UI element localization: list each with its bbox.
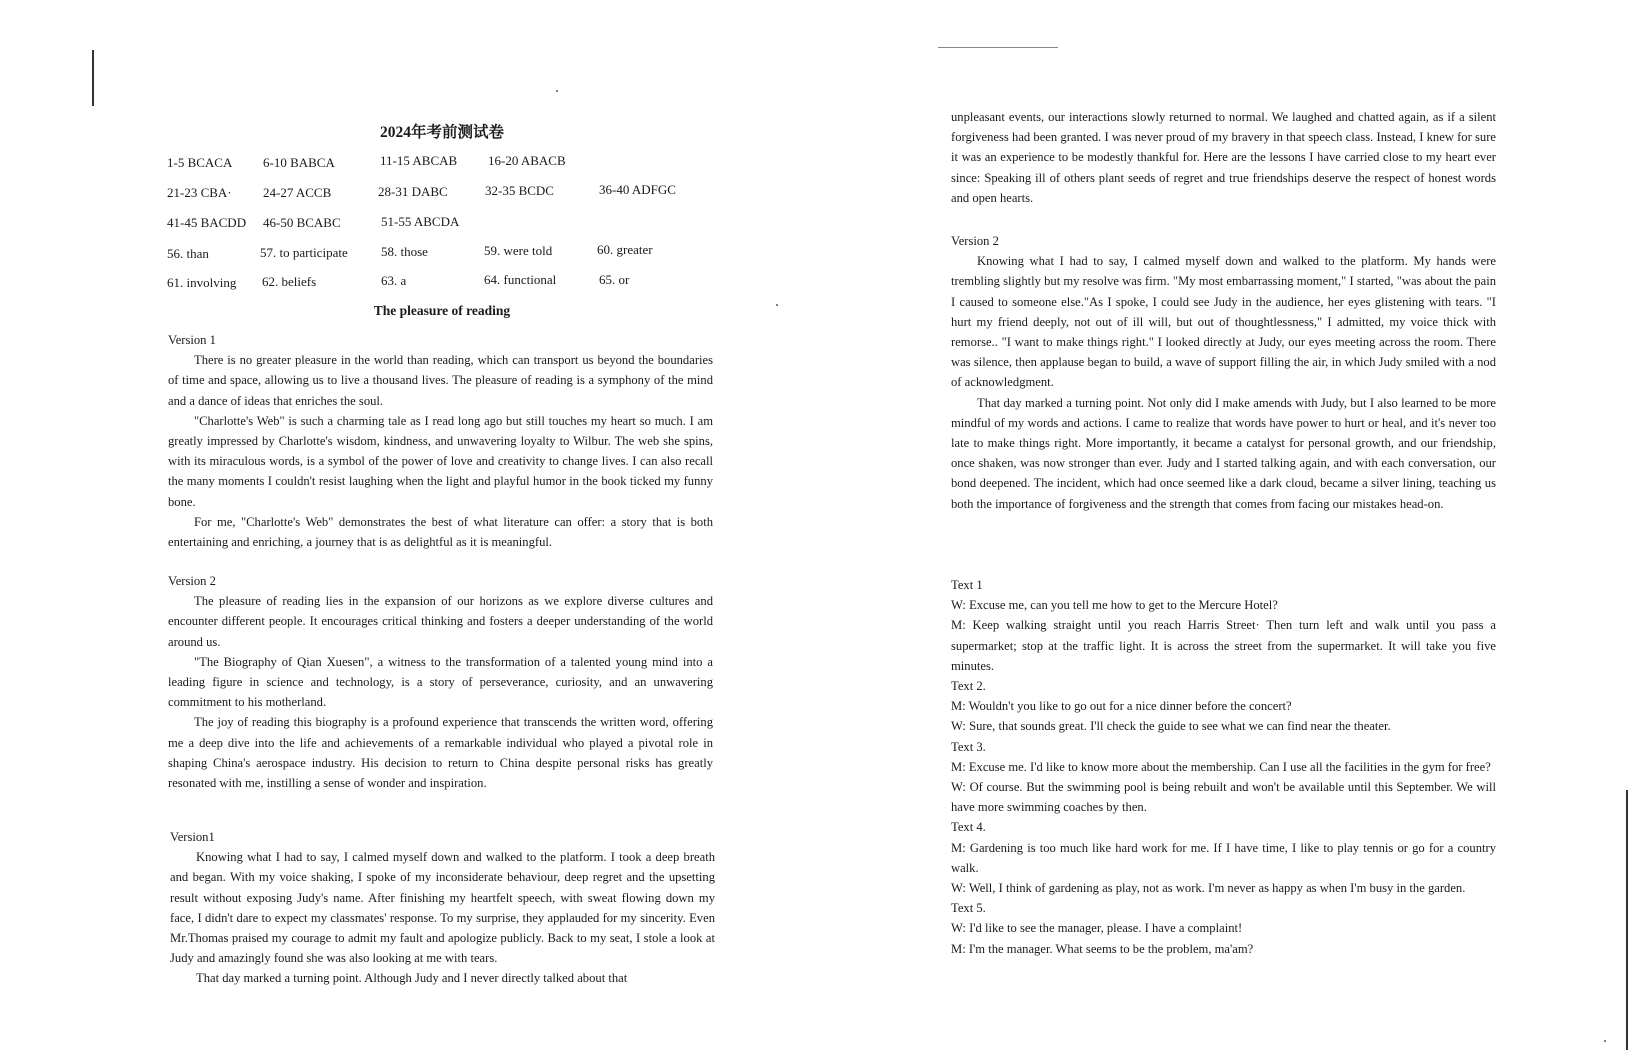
answer-item: 41-45 BACDD	[167, 215, 247, 230]
version-label: Version1	[170, 830, 215, 844]
story-version-2	[951, 231, 1496, 514]
answer-item: 62. beliefs	[262, 274, 317, 289]
version-label: Version 2	[168, 574, 216, 588]
listening-transcript	[951, 575, 1496, 959]
dialogue-line: M: Excuse me. I'd like to know more about the membership. Can I use all the facilities in the gym for free?	[951, 759, 1491, 774]
text-label: Text 5.	[951, 901, 986, 916]
dialogue-line: M: Wouldn't you like to go out for a nice dinner before the concert?	[951, 699, 1292, 714]
paragraph: The pleasure of reading lies in the expansion of our horizons as we explore diverse cultures and encounter different people. It encourages critical thinking and fosters a deeper understanding of the world around us.	[168, 594, 713, 649]
answer-item: 60. greater	[597, 242, 653, 257]
paragraph: For me, "Charlotte's Web" demonstrates the best of what literature can offer: a story that is both entertaining and enriching, a journey that is as delightful as it is meaningful.	[168, 514, 713, 550]
story-version-1	[170, 827, 715, 989]
paragraph: "Charlotte's Web" is such a charming tale as I read long ago but still touches my heart so much. I am greatly impressed by Charlotte's wisdom, kindness, and unwavering loyalty to Wilbur. The web she spins, with its miraculous words, is a symbol of the power of love and creativity to change lives. I can also recall the many moments I couldn't resist laughing when the light and playful humor in the book ticked my funny bone.	[168, 413, 713, 509]
scan-dot	[556, 90, 558, 92]
answer-item: 51-55 ABCDA	[381, 214, 460, 229]
scan-dot	[776, 304, 778, 306]
answer-item: 64. functional	[484, 272, 557, 287]
essay-title: The pleasure of reading	[373, 303, 511, 318]
answer-item: 28-31 DABC	[378, 184, 448, 199]
paragraph: That day marked a turning point. Not only did I make amends with Judy, but I also learned to be more mindful of my words and actions. I came to realize that words have power to hurt or heal, and it's never too late to make things right. More importantly, it became a catalyst for personal growth, and our friendship, once shaken, was now stronger than ever. Judy and I started talking again, and with each conversation, our bond deepened. The incident, which had once seemed like a dark cloud, became a silver lining, teaching us both the importance of forgiveness and the strength that comes from facing our mistakes head-on.	[951, 395, 1496, 511]
story-continuation	[951, 107, 1496, 208]
dialogue-line: W: Well, I think of gardening as play, not as work. I'm never as happy as when I'm busy in the garden.	[951, 881, 1466, 896]
dialogue-line: W: Of course. But the swimming pool is being rebuilt and won't be available until this September. We will have more swimming coaches by then.	[951, 780, 1496, 815]
paragraph: That day marked a turning point. Although Judy and I never directly talked about that	[196, 971, 628, 986]
answer-item: 32-35 BCDC	[485, 183, 554, 198]
dialogue-line: M: I'm the manager. What seems to be the problem, ma'am?	[951, 941, 1254, 956]
paragraph: unpleasant events, our interactions slowly returned to normal. We laughed and chatted again, as if a silent forgiveness had been granted. I was never proud of my bravery in that speech class. Instead, I knew for sure it was an experience to be modestly thankful for. Here are the lessons I have carried close to my heart ever since: Speaking ill of others plant seeds of regret and true friendships deserve the respect of honest words and open hearts.	[951, 110, 1496, 205]
answer-item: 16-20 ABACB	[488, 153, 566, 168]
scan-dot	[1604, 1040, 1606, 1042]
answer-item: 56. than	[167, 246, 209, 261]
answer-item: 36-40 ADFGC	[599, 182, 676, 197]
reading-version-2	[168, 571, 713, 793]
answer-item: 58. those	[381, 244, 428, 259]
dialogue-line: W: Excuse me, can you tell me how to get to the Mercure Hotel?	[951, 598, 1278, 613]
version-label: Version 2	[951, 234, 999, 248]
answer-item: 57. to participate	[260, 245, 348, 260]
page-title: 2024年考前测试卷	[379, 124, 504, 141]
answer-item: 63. a	[381, 273, 407, 288]
paragraph: "The Biography of Qian Xuesen", a witness to the transformation of a talented young mind into a leading figure in science and technology, is a story of perseverance, curiosity, and an unwavering commitment to his motherland.	[168, 654, 713, 710]
answer-item: 1-5 BCACA	[167, 155, 233, 170]
version-label: Version 1	[168, 333, 216, 347]
paragraph: Knowing what I had to say, I calmed myself down and walked to the platform. My hands were trembling slightly but my resolve was firm. "My most embarrassing moment," I started, "was about the pain I caused to someone else."As I spoke, I could see Judy in the audience, her eyes glistening with tears. "I hurt my friend deeply, not out of ill will, but out of thoughtlessness," I admitted, my voice thick with remorse.. "I want to make things right." I looked directly at Judy, our eyes meeting across the room. There was silence, then applause began to build, a wave of support filling the air, in which Judy smiled with a nod of acknowledgment.	[951, 254, 1496, 390]
answer-item: 65. or	[599, 272, 630, 287]
dialogue-line: W: I'd like to see the manager, please. I have a complaint!	[951, 921, 1243, 936]
scan-margin-line	[1626, 790, 1628, 1050]
answer-item: 59. were told	[484, 243, 553, 258]
dialogue-line: M: Gardening is too much like hard work for me. If I have time, I like to play tennis or go for a country walk.	[951, 840, 1496, 875]
answer-item: 11-15 ABCAB	[380, 153, 458, 168]
answer-item: 6-10 BABCA	[263, 155, 335, 170]
reading-version-1	[168, 330, 713, 552]
answer-item: 24-27 ACCB	[263, 185, 332, 200]
answer-item: 46-50 BCABC	[263, 215, 341, 230]
answer-item: 61. involving	[167, 275, 237, 290]
scan-margin-line	[92, 50, 94, 106]
text-label: Text 3.	[951, 739, 986, 754]
text-label: Text 2.	[951, 679, 986, 694]
answer-item: 21-23 CBA·	[167, 185, 232, 200]
text-label: Text 1	[951, 578, 983, 592]
text-label: Text 4.	[951, 820, 986, 835]
scan-top-line	[938, 47, 1058, 48]
paragraph: There is no greater pleasure in the world than reading, which can transport us beyond the boundaries of time and space, allowing us to live a thousand lives. The pleasure of reading is a symphony of the mind and a dance of ideas that enriches the soul.	[168, 353, 713, 408]
paragraph: The joy of reading this biography is a profound experience that transcends the written word, offering me a deep dive into the life and achievements of a remarkable individual who played a pivotal role in shaping China's aerospace industry. His decision to return to China despite personal risks has greatly resonated with me, instilling a sense of wonder and inspiration.	[168, 715, 713, 791]
paragraph: Knowing what I had to say, I calmed myself down and walked to the platform. I took a deep breath and began. With my voice shaking, I spoke of my inconsiderate behaviour, deep regret and the upsetting result without exposing Judy's name. After finishing my heartfelt speech, with sweat flowing down my face, I didn't dare to expect my classmates' response. To my surprise, they applauded for my sincerity. Even Mr.Thomas praised my courage to admit my fault and apologize publicly. Back to my seat, I stole a look at Judy and amazingly found she was also looking at me with tears.	[170, 850, 715, 966]
dialogue-line: M: Keep walking straight until you reach Harris Street· Then turn left and walk until you pass a supermarket; stop at the traffic light. It is across the street from the supermarket. It will take you five minutes.	[951, 618, 1496, 673]
dialogue-line: W: Sure, that sounds great. I'll check the guide to see what we can find near the theater.	[951, 719, 1391, 734]
